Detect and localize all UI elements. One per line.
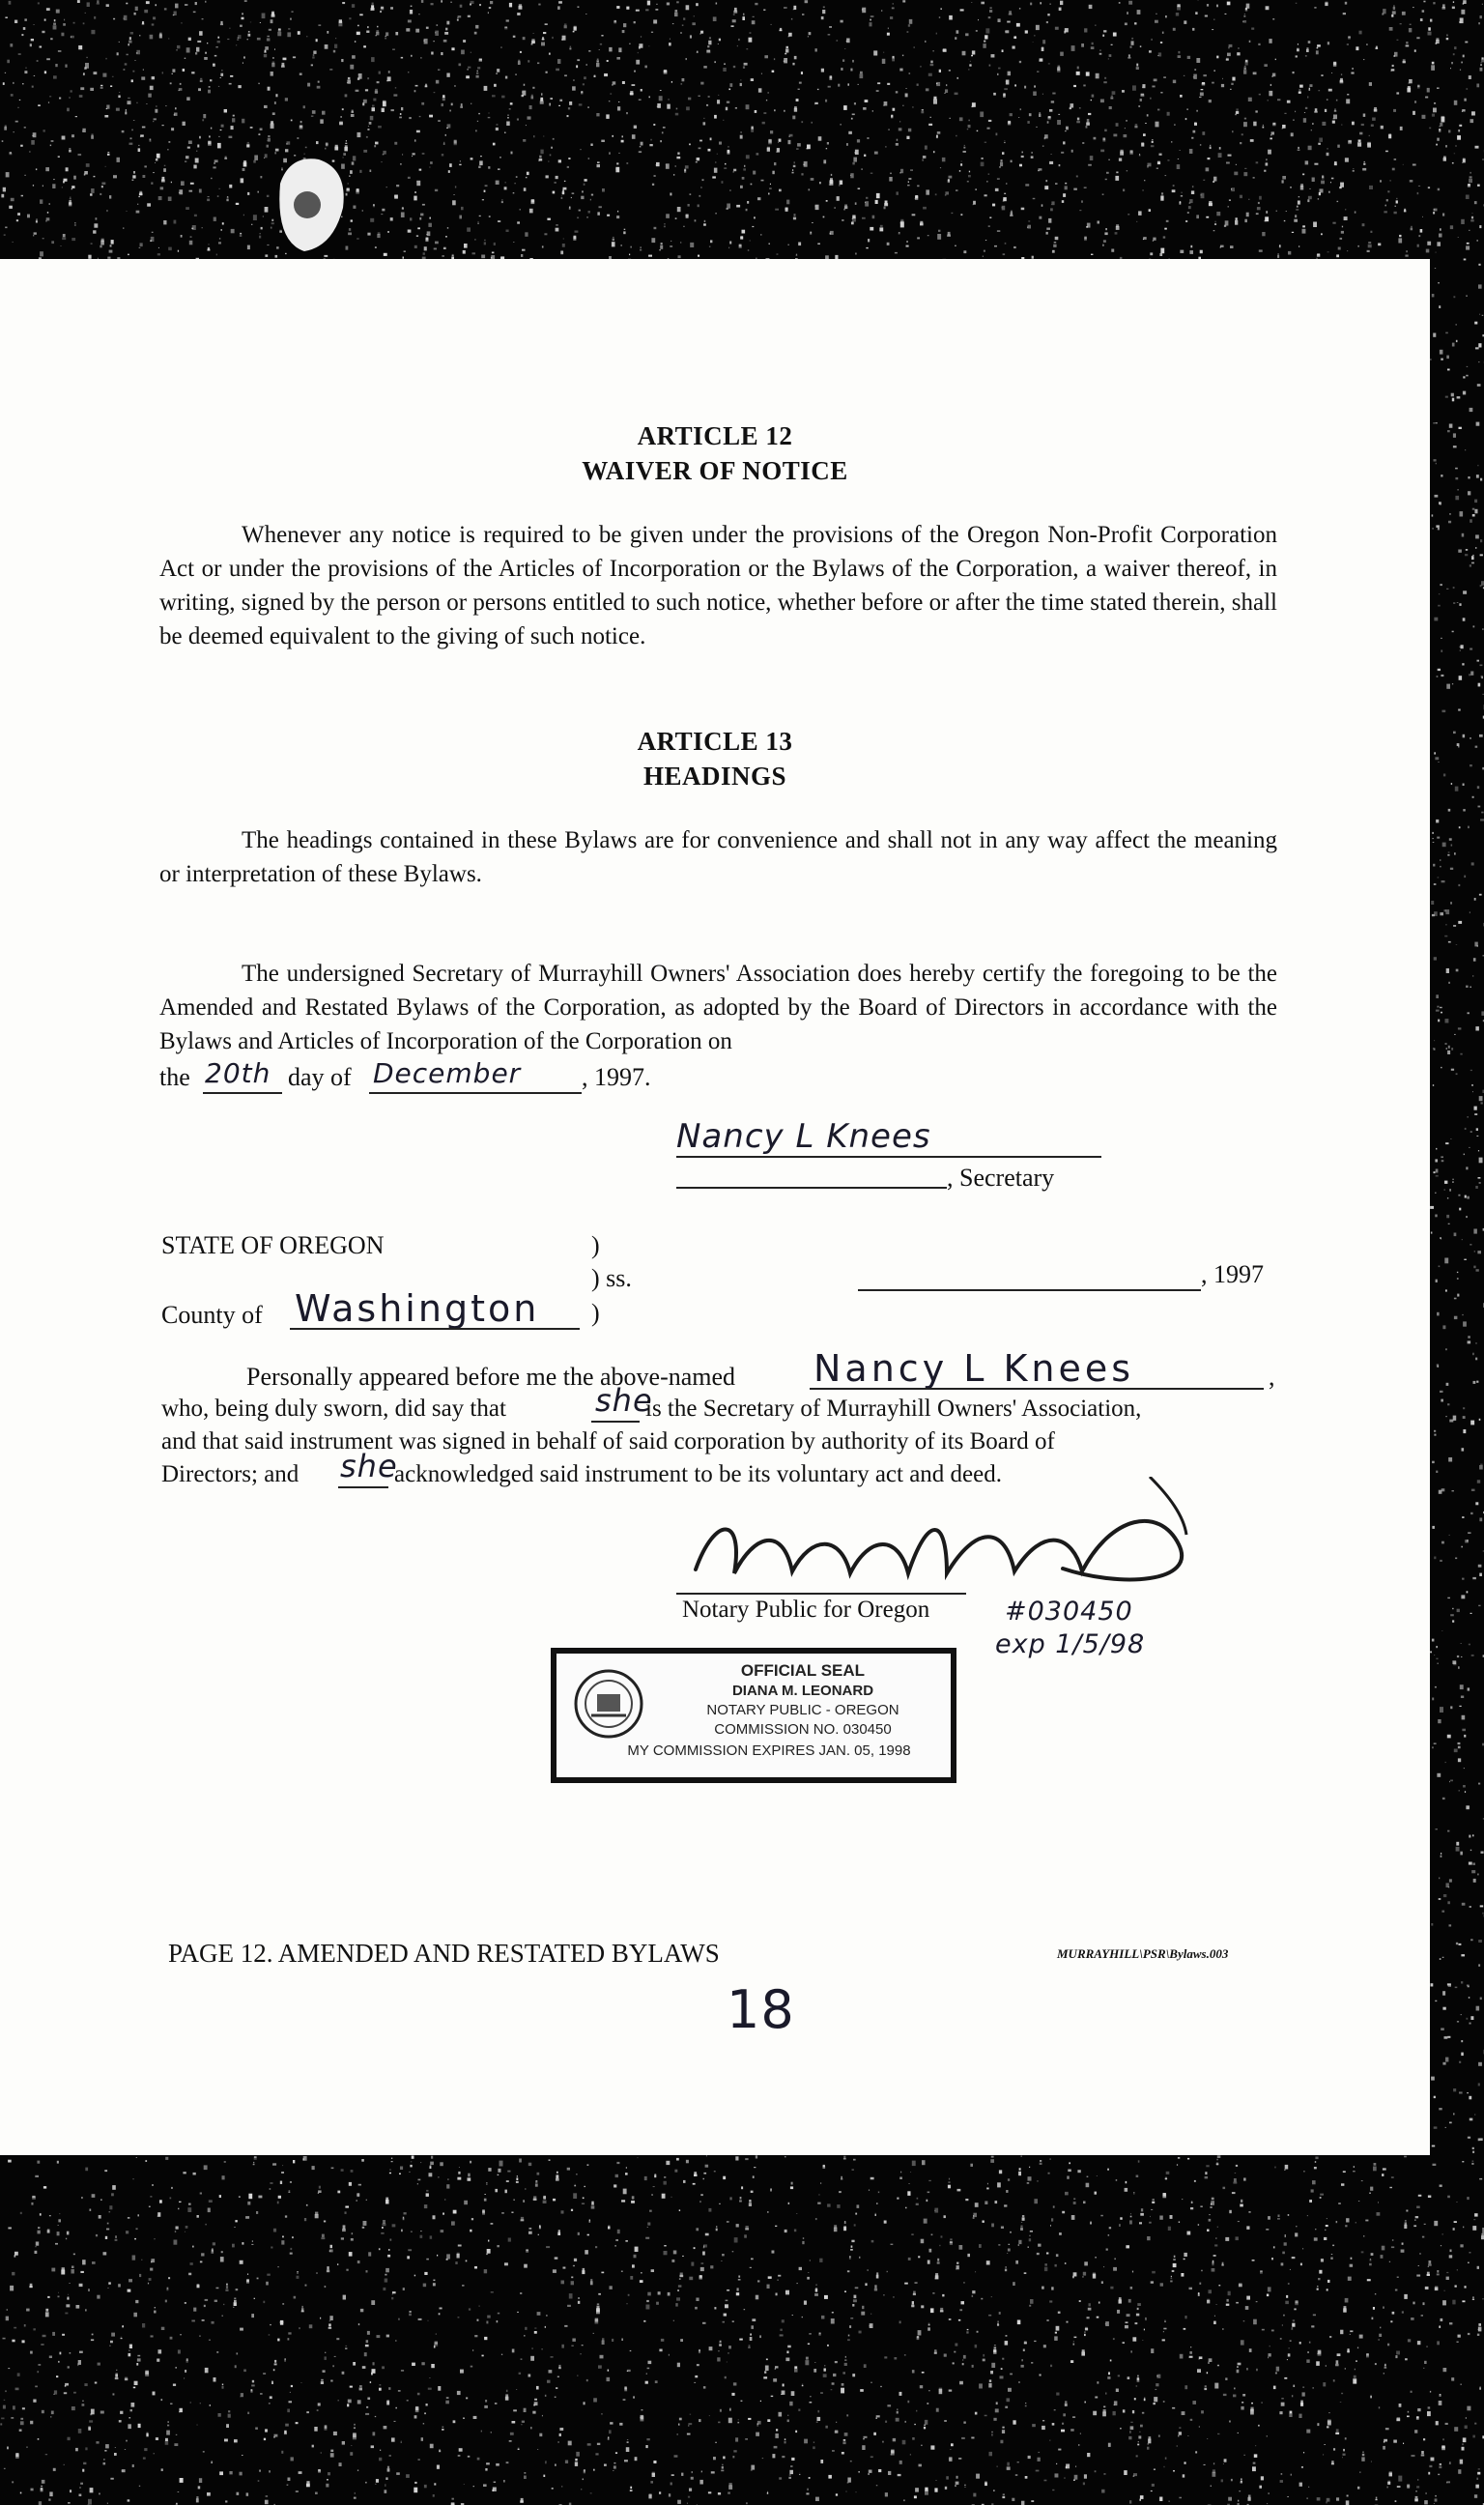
commission-number-handwritten: #030450 bbox=[1005, 1597, 1133, 1627]
seal-line-5: MY COMMISSION EXPIRES JAN. 05, 1998 bbox=[627, 1742, 911, 1759]
the-label: the bbox=[159, 1063, 190, 1091]
secretary-signature: Nancy L Knees bbox=[676, 1117, 931, 1156]
footer-file-ref: MURRAYHILL\PSR\Bylaws.003 bbox=[1057, 1946, 1229, 1961]
month-handwritten: December bbox=[373, 1057, 522, 1089]
seal-line-3: NOTARY PUBLIC - OREGON bbox=[706, 1702, 899, 1718]
seal-line-1: OFFICIAL SEAL bbox=[740, 1661, 866, 1680]
day-of-label: day of bbox=[288, 1063, 352, 1091]
pronoun-handwritten-2: she bbox=[340, 1448, 398, 1484]
article-13-title: HEADINGS bbox=[642, 762, 787, 791]
scan-noise-right bbox=[1430, 261, 1484, 2155]
paren-3: ) bbox=[591, 1299, 600, 1327]
commission-expiry-handwritten: exp 1/5/98 bbox=[995, 1629, 1146, 1659]
sworn-suffix: is the Secretary of Murrayhill Owners' Association, bbox=[645, 1396, 1142, 1422]
county-handwritten: Washington bbox=[295, 1287, 540, 1330]
secretary-label: , Secretary bbox=[947, 1164, 1055, 1192]
article-12-number: ARTICLE 12 bbox=[637, 421, 793, 450]
document-page bbox=[0, 259, 1430, 2155]
notary-signature bbox=[734, 1550, 761, 1552]
directors-prefix: Directors; and bbox=[161, 1461, 300, 1487]
paren-1: ) bbox=[591, 1231, 600, 1259]
notary-public-label: Notary Public for Oregon bbox=[682, 1597, 930, 1623]
appeared-suffix: , bbox=[1269, 1363, 1275, 1391]
article-12-body: Whenever any notice is required to be given under the provisions of the Oregon Non-Profit Corporation Act or under the provisions of the Articles of Incorporation or the Bylaws of the Corporation, a waiver thereof, in writing, signed by the person or persons entitled to such notice, whether before or after the time stated therein, shall be deemed equivalent to the giving of such notice. bbox=[159, 522, 1277, 649]
certification-body: The undersigned Secretary of Murrayhill Owners' Association does hereby certify the foregoing to be the Amended and Restated Bylaws of the Corporation, as adopted by the Board of Directors in accordance with the Bylaws and Articles of Incorporation of the Corporation on bbox=[159, 961, 1277, 1054]
official-seal-stamp bbox=[551, 1648, 956, 1783]
seal-line-4: COMMISSION NO. 030450 bbox=[714, 1721, 892, 1738]
year-label: , 1997. bbox=[582, 1063, 651, 1091]
scan-noise-bottom bbox=[0, 2155, 1484, 2505]
day-handwritten: 20th bbox=[205, 1057, 271, 1089]
instrument-line: and that said instrument was signed in behalf of said corporation by authority of its Board of bbox=[161, 1428, 1055, 1454]
footer-page-label: PAGE 12. AMENDED AND RESTATED BYLAWS bbox=[168, 1939, 720, 1968]
handwritten-page-number: 18 bbox=[727, 1979, 795, 2040]
scan-noise-top bbox=[0, 0, 1484, 261]
state-label: STATE OF OREGON bbox=[161, 1231, 385, 1259]
appeared-name-handwritten: Nancy L Knees bbox=[813, 1347, 1135, 1390]
date-year-label: , 1997 bbox=[1201, 1260, 1264, 1288]
article-12-title: WAIVER OF NOTICE bbox=[582, 456, 848, 485]
sworn-prefix: who, being duly sworn, did say that bbox=[161, 1396, 506, 1422]
article-13-body: The headings contained in these Bylaws are for convenience and shall not in any way affect the meaning or interpretation of these Bylaws. bbox=[159, 827, 1277, 887]
county-label: County of bbox=[161, 1301, 263, 1329]
seal-line-2: DIANA M. LEONARD bbox=[731, 1683, 874, 1699]
directors-suffix: acknowledged said instrument to be its voluntary act and deed. bbox=[394, 1461, 1002, 1487]
appeared-prefix: Personally appeared before me the above-named bbox=[246, 1363, 736, 1391]
pronoun-handwritten-1: she bbox=[595, 1382, 653, 1419]
ss-label: ) ss. bbox=[591, 1264, 632, 1292]
article-13-number: ARTICLE 13 bbox=[637, 727, 793, 756]
state-seal-icon bbox=[572, 1667, 645, 1741]
notary-signature-mark bbox=[657, 1477, 1237, 1612]
